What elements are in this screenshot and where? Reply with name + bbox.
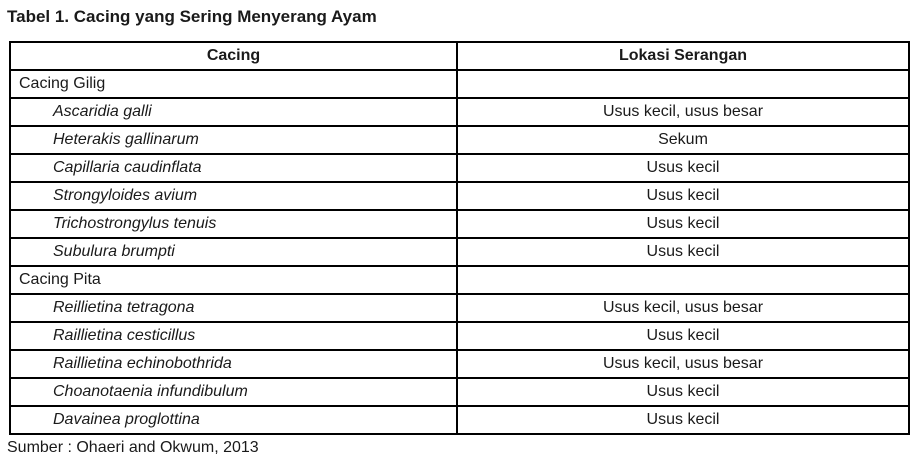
table-row (10, 126, 909, 154)
location-cell: Usus kecil (457, 182, 909, 210)
worm-name-cell: Ascaridia galli (10, 98, 457, 126)
worm-group-cell: Cacing Pita (10, 266, 457, 294)
table-row (10, 350, 909, 378)
table-body (10, 70, 909, 434)
header-row (10, 42, 909, 70)
location-cell: Sekum (457, 126, 909, 154)
worm-name-cell: Raillietina echinobothrida (10, 350, 457, 378)
table-row (10, 238, 909, 266)
worm-table (9, 41, 910, 435)
location-cell: Usus kecil (457, 378, 909, 406)
location-cell: Usus kecil, usus besar (457, 294, 909, 322)
worm-name-cell: Trichostrongylus tenuis (10, 210, 457, 238)
worm-name-cell: Choanotaenia infundibulum (10, 378, 457, 406)
location-cell: Usus kecil (457, 210, 909, 238)
section-row (10, 70, 909, 98)
worm-name-cell: Davainea proglottina (10, 406, 457, 434)
location-cell (457, 266, 909, 294)
location-cell: Usus kecil, usus besar (457, 350, 909, 378)
table-row (10, 406, 909, 434)
worm-name-cell: Strongyloides avium (10, 182, 457, 210)
table-row (10, 322, 909, 350)
section-row (10, 266, 909, 294)
table-row (10, 154, 909, 182)
location-cell: Usus kecil (457, 322, 909, 350)
location-cell: Usus kecil (457, 238, 909, 266)
source-note: Sumber : Ohaeri and Okwum, 2013 (7, 439, 259, 456)
location-cell: Usus kecil (457, 406, 909, 434)
location-cell: Usus kecil (457, 154, 909, 182)
worm-name-cell: Subulura brumpti (10, 238, 457, 266)
table-row (10, 98, 909, 126)
table-row (10, 182, 909, 210)
worm-name-cell: Raillietina cesticillus (10, 322, 457, 350)
table-row (10, 378, 909, 406)
worm-name-cell: Capillaria caudinflata (10, 154, 457, 182)
worm-name-cell: Reillietina tetragona (10, 294, 457, 322)
column-header-lokasi-serangan: Lokasi Serangan (457, 42, 909, 70)
column-header-cacing: Cacing (10, 42, 457, 70)
table-title: Tabel 1. Cacing yang Sering Menyerang Ayam (7, 7, 377, 26)
location-cell: Usus kecil, usus besar (457, 98, 909, 126)
table-row (10, 210, 909, 238)
worm-group-cell: Cacing Gilig (10, 70, 457, 98)
table-row (10, 294, 909, 322)
location-cell (457, 70, 909, 98)
worm-name-cell: Heterakis gallinarum (10, 126, 457, 154)
